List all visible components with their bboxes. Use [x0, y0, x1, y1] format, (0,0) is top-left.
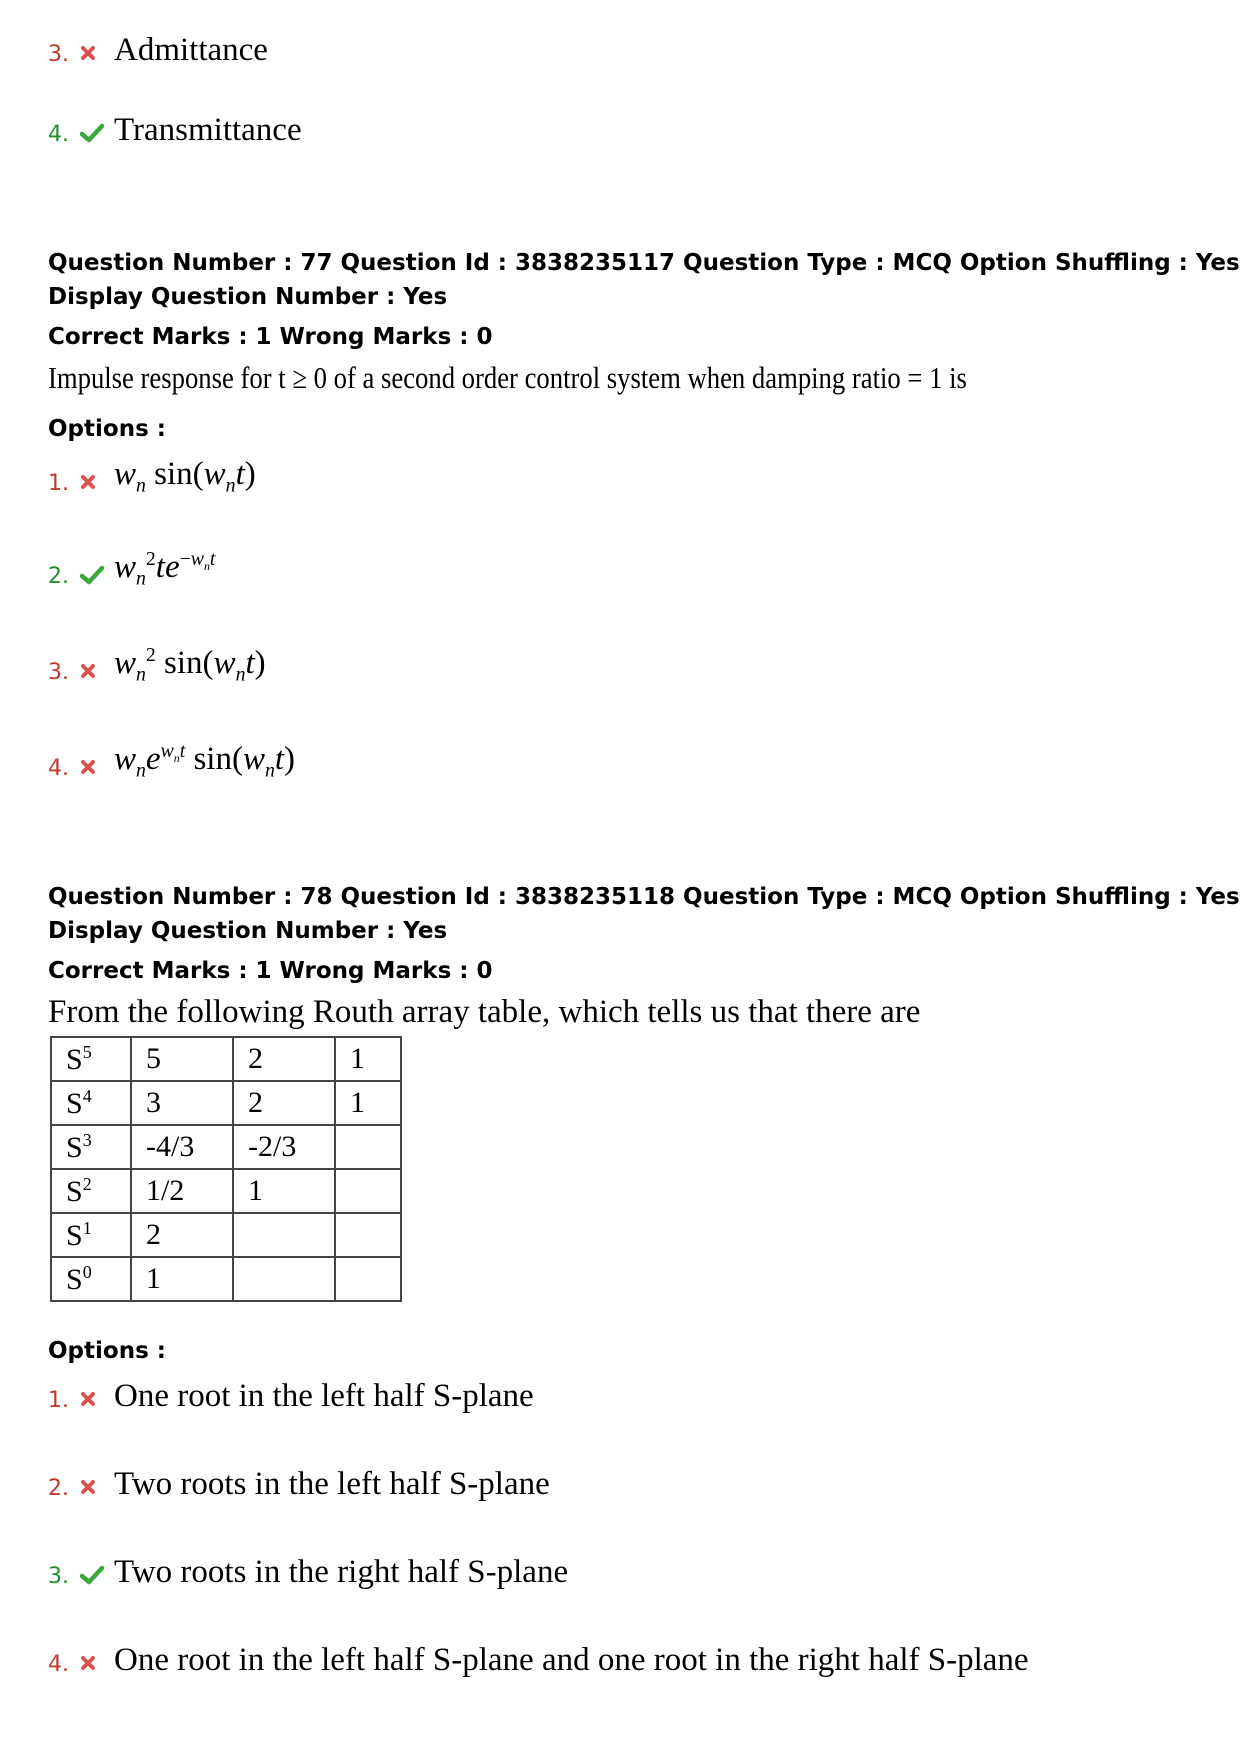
table-row	[51, 1125, 401, 1169]
table-cell: 2	[233, 1081, 335, 1125]
option-number: 2.	[48, 564, 69, 590]
option-number: 3.	[48, 1564, 69, 1589]
option-row	[48, 1468, 550, 1501]
table-cell	[335, 1169, 401, 1213]
table-cell	[335, 1125, 401, 1169]
option-row	[48, 34, 268, 67]
table-cell: 1/2	[131, 1169, 233, 1213]
option-row	[48, 646, 266, 685]
option-formula: $w_n$ $\sin(w_nt)$	[114, 456, 256, 497]
option-row	[48, 1380, 534, 1413]
cross-icon	[80, 755, 110, 779]
option-formula: $w_n^2te^{-w_nt}$	[114, 548, 216, 590]
table-cell: $S^4$	[51, 1081, 131, 1125]
table-cell: -2/3	[233, 1125, 335, 1169]
option-row	[48, 1644, 1029, 1677]
option-text: One root in the left half S-plane and one root in the right half S-plane	[114, 1642, 1029, 1678]
option-text: Two roots in the right half S-plane	[114, 1554, 569, 1590]
table-cell: 2	[233, 1037, 335, 1081]
cross-icon	[80, 41, 110, 65]
table-cell: $S^0$	[51, 1257, 131, 1301]
question-header: Question Number : 78 Question Id : 3838235118 Question Type : MCQ Option Shuffling : Yes	[48, 884, 1240, 910]
table-row	[51, 1081, 401, 1125]
table-cell	[335, 1213, 401, 1257]
check-icon	[80, 1563, 110, 1587]
option-formula: $w_n^2$ $\sin(w_nt)$	[114, 644, 266, 686]
table-row	[51, 1213, 401, 1257]
table-cell	[233, 1213, 335, 1257]
options-label: Options :	[48, 1338, 166, 1364]
cross-icon	[80, 1475, 110, 1499]
cross-icon	[80, 470, 110, 494]
option-number: 3.	[48, 660, 69, 686]
table-cell: $S^1$	[51, 1213, 131, 1257]
question-header-line2: Display Question Number : Yes	[48, 918, 448, 944]
option-text: Transmittance	[114, 112, 302, 148]
table-cell: 1	[335, 1081, 401, 1125]
option-number: 1.	[48, 1388, 69, 1413]
option-formula: $w_ne^{w_nt}$ $\sin(w_nt)$	[114, 740, 296, 782]
table-cell	[335, 1257, 401, 1301]
option-number: 3.	[48, 42, 69, 67]
table-row	[51, 1169, 401, 1213]
table-cell: 1	[335, 1037, 401, 1081]
option-number: 1.	[48, 471, 69, 497]
check-icon	[80, 121, 110, 145]
table-cell	[233, 1257, 335, 1301]
option-number: 2.	[48, 1476, 69, 1501]
option-row	[48, 550, 215, 589]
table-cell: $S^2$	[51, 1169, 131, 1213]
table-cell: 1	[131, 1257, 233, 1301]
marks-info: Correct Marks : 1 Wrong Marks : 0	[48, 958, 493, 984]
option-number: 4.	[48, 756, 69, 782]
option-text: Admittance	[114, 32, 268, 68]
question-text: From the following Routh array table, which tells us that there are	[48, 994, 921, 1030]
option-text: One root in the left half S-plane	[114, 1378, 534, 1414]
question-header: Question Number : 77 Question Id : 3838235117 Question Type : MCQ Option Shuffling : Yes	[48, 250, 1240, 276]
marks-info: Correct Marks : 1 Wrong Marks : 0	[48, 324, 493, 350]
option-row	[48, 742, 295, 781]
option-row	[48, 458, 256, 496]
option-row	[48, 1556, 568, 1589]
routh-array-table	[50, 1036, 402, 1302]
check-icon	[80, 563, 110, 587]
table-cell: $S^5$	[51, 1037, 131, 1081]
cross-icon	[80, 1387, 110, 1411]
table-cell: 3	[131, 1081, 233, 1125]
cross-icon	[80, 1651, 110, 1675]
option-number: 4.	[48, 1652, 69, 1677]
table-cell: -4/3	[131, 1125, 233, 1169]
options-label: Options :	[48, 416, 166, 442]
option-row	[48, 114, 302, 147]
table-cell: 2	[131, 1213, 233, 1257]
table-row	[51, 1257, 401, 1301]
option-text: Two roots in the left half S-plane	[114, 1466, 550, 1502]
table-cell: 5	[131, 1037, 233, 1081]
table-cell: 1	[233, 1169, 335, 1213]
question-text: Impulse response for t ≥ 0 of a second order control system when damping ratio = 1 is	[48, 360, 967, 395]
question-header-line2: Display Question Number : Yes	[48, 284, 448, 310]
cross-icon	[80, 659, 110, 683]
table-row	[51, 1037, 401, 1081]
option-number: 4.	[48, 122, 69, 147]
table-cell: $S^3$	[51, 1125, 131, 1169]
